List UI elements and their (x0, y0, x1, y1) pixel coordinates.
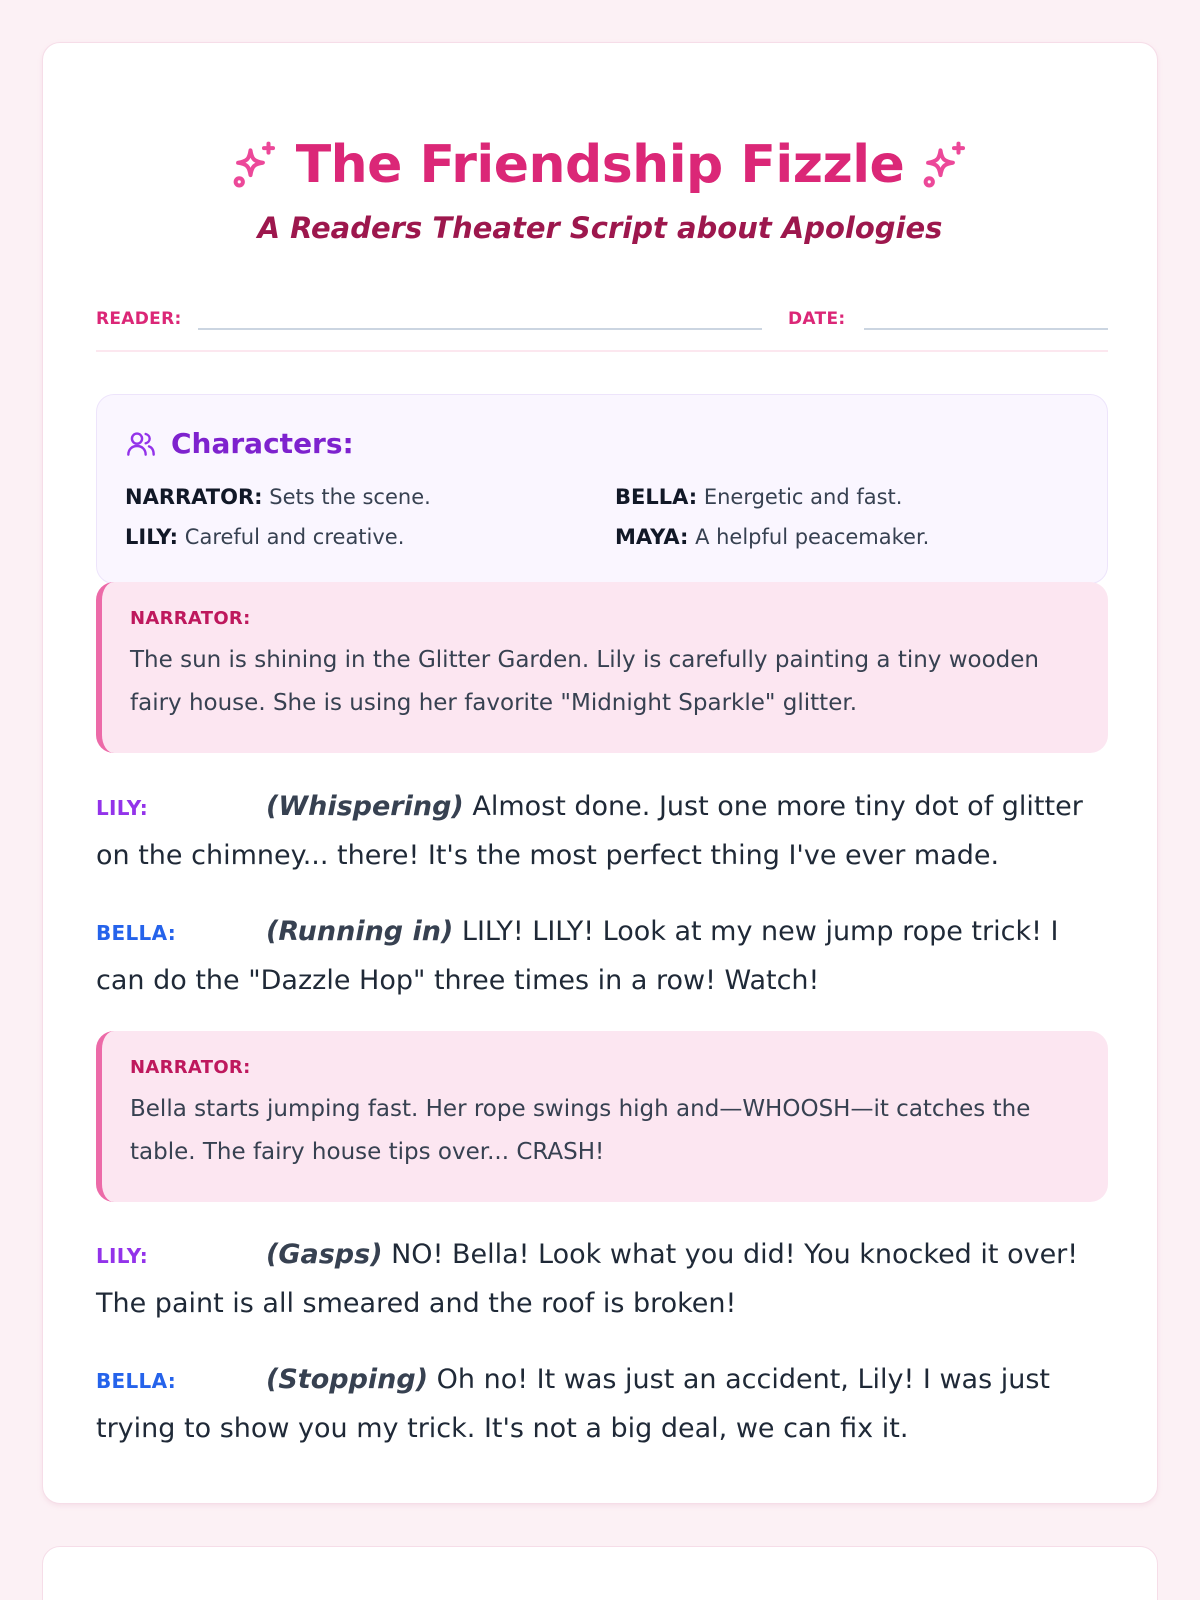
character-narrator (125, 485, 431, 509)
stage-direction: (Running in) (266, 916, 454, 947)
character-bella (615, 485, 902, 509)
characters-heading-row (125, 427, 354, 460)
narrator-label: NARRATOR: (130, 1057, 251, 1078)
next-page-card (42, 1546, 1158, 1600)
title-row (43, 135, 1157, 195)
stage-direction: (Whispering) (266, 791, 464, 822)
page-subtitle: A Readers Theater Script about Apologies (257, 211, 943, 245)
narrator-text: The sun is shining in the Glitter Garden. Lily is carefully painting a tiny wooden fairy house. She is using her favorite "Midnight Sparkle" glitter. (130, 647, 1040, 716)
narrator-block (96, 1031, 1108, 1202)
reader-field[interactable] (198, 328, 762, 330)
character-lily (125, 525, 404, 549)
dialogue-line-lily (96, 1231, 1108, 1328)
narrator-text: Bella starts jumping fast. Her rope swings high and—WHOOSH—it catches the table. The fairy house tips over... CRASH! (130, 1096, 1031, 1165)
header-divider (96, 350, 1108, 352)
date-label: DATE: (788, 309, 846, 329)
reader-date-row (96, 305, 1108, 345)
dialogue-text: LILY! LILY! Look at my new jump rope trick! I can do the "Dazzle Hop" three times in a row! Watch! (96, 916, 1059, 996)
sparkles-icon (228, 138, 282, 192)
speaker-label: LILY: (96, 796, 149, 820)
dialogue-line-lily (96, 783, 1108, 880)
reader-label: READER: (96, 309, 182, 329)
characters-heading: Characters: (171, 427, 354, 460)
dialogue-line-bella (96, 1356, 1108, 1453)
page-title: The Friendship Fizzle (295, 135, 905, 195)
character-maya (615, 525, 929, 549)
dialogue-text: Oh no! It was just an accident, Lily! I was just trying to show you my trick. It's not a big deal, we can fix it. (96, 1364, 1050, 1444)
narrator-label: NARRATOR: (130, 608, 251, 629)
character-name: BELLA: (615, 485, 698, 509)
character-name: LILY: (125, 525, 179, 549)
character-desc: Sets the scene. (269, 485, 431, 509)
character-name: MAYA: (615, 525, 689, 549)
speaker-label: BELLA: (96, 921, 177, 945)
characters-box (96, 394, 1108, 584)
users-icon (125, 428, 157, 460)
speaker-label: LILY: (96, 1244, 149, 1268)
dialogue-line-bella (96, 908, 1108, 1005)
character-desc: Careful and creative. (184, 525, 405, 549)
worksheet-page (42, 42, 1158, 1504)
character-desc: Energetic and fast. (703, 485, 903, 509)
stage-direction: (Stopping) (266, 1364, 429, 1395)
speaker-label: BELLA: (96, 1369, 177, 1393)
stage-direction: (Gasps) (266, 1239, 383, 1270)
dialogue-text: NO! Bella! Look what you did! You knocked it over! The paint is all smeared and the roof is broken! (96, 1239, 1079, 1319)
date-field[interactable] (864, 328, 1108, 330)
character-desc: A helpful peacemaker. (695, 525, 930, 549)
dialogue-text: Almost done. Just one more tiny dot of glitter on the chimney... there! It's the most perfect thing I've ever made. (96, 791, 1083, 871)
character-name: NARRATOR: (125, 485, 263, 509)
sparkles-icon (918, 138, 972, 192)
narrator-block (96, 582, 1108, 753)
